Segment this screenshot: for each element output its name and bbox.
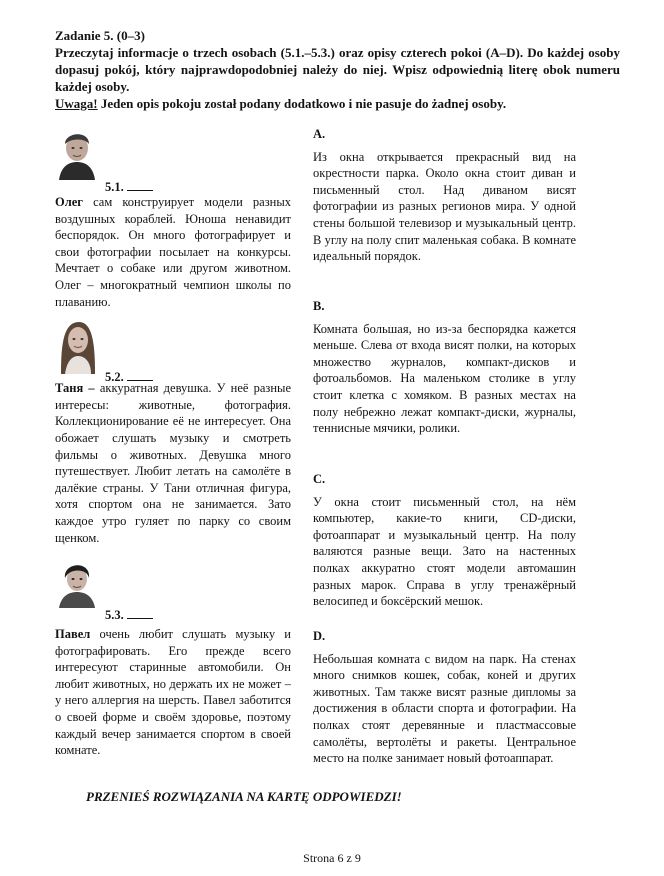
task-instruction: Przeczytaj informacje o trzech osobach (5.1.–5.3.) oraz opisy czterech pokoi (A–D). Do każdej osoby dopasuj pokój, który najprawdopodobniej należy do niej. Wpisz odpowiednią literę obok numeru każdej osoby. [55, 45, 620, 94]
person-name: Таня – [55, 381, 95, 396]
room-text: Из окна открывается прекрасный вид на окрестности парка. Около окна стоит диван и письменный стол. Над диваном висят фотографии из разных регионов мира. У одной стены большой телевизор и музыкальный центр. В углу на полу спит маленькая собака. В комнате идеальный порядок. [313, 149, 576, 264]
person-text: очень любит слушать музыку и фотографировать. Его прежде всего интересуют старинные автомобили. Он любит животных, но держать их не может – у него аллергия на шерсть. Павел заботится о своей форме и своём здоровье, поэтому каждый вечер занимается спортом в своей комнате. [55, 627, 291, 758]
person-number-row [105, 606, 153, 624]
person-number: 5.1. [105, 180, 124, 194]
person-number-row [105, 368, 153, 386]
answer-blank-5-3[interactable] [127, 606, 153, 619]
person-name: Олег [55, 195, 83, 209]
room-text: Небольшая комната с видом на парк. На стенах много снимков кошек, собак, коней и других животных. Там также висят разные дипломы за достижения в области спорта и фотографии. На полках стоят деревянные и пластмассовые самолёты, вертолёты и ракеты. Центральное место на полке занимает новый фотоаппарат. [313, 651, 576, 766]
room-d [313, 628, 576, 767]
room-a [313, 126, 576, 265]
room-c [313, 471, 576, 610]
room-letter: B. [313, 299, 325, 313]
person-text: аккуратная девушка. У неё разные интересы: животные, фотография. Коллекционирование её не интересует. Она обожает слушать музыку и смотреть фильмы о животных. Девушка много путешествует. Любит летать на самолёте в далёкие страны. У Тани отличная фигура, хотя спортом она не занимается. Зато каждое утро гуляет по парку со своим щенком. [55, 381, 291, 545]
person-text: сам конструирует модели разных воздушных кораблей. Юноша ненавидит беспорядок. Он много фотографирует и свои фотографии посылает на конкурсы. Мечтает о собаке или другом животном. Олег – многократный чемпион школы по плаванию. [55, 195, 291, 309]
room-text: У окна стоит письменный стол, на нём компьютер, какие-то книги, CD-диски, фотоаппарат и музыкальный центр. На полу валяются разные вещи. Зато на настенных полках аккуратно стоят модели автомашин разных марок. Справа в углу тренажёрный велосипед и боксёрский мешок. [313, 494, 576, 609]
person-photo-pavel [55, 558, 99, 612]
person-description [55, 194, 291, 310]
person-description [55, 380, 291, 546]
room-text: Комната большая, но из-за беспорядка кажется меньше. Слева от входа висят полки, на которых множество журналов, компакт-дисков и фотоальбомов. На маленьком столике в углу стоит клетка с хомяком. В разных местах на полу небрежно лежат компакт-диски, журналы, теннисные мячики, ролики. [313, 321, 576, 436]
person-number-row [105, 178, 153, 196]
person-description [55, 626, 291, 759]
room-letter: A. [313, 127, 326, 141]
warning-label: Uwaga! [55, 96, 98, 111]
person-photo-tanya [55, 316, 99, 370]
room-b [313, 298, 576, 437]
task-header [55, 27, 620, 112]
warning-text: Jeden opis pokoju został podany dodatkowo i nie pasuje do żadnej osoby. [97, 96, 507, 111]
page-number: Strona 6 z 9 [303, 851, 361, 865]
person-item [55, 558, 291, 759]
task-title: Zadanie 5. (0–3) [55, 28, 145, 43]
persons-column [55, 126, 291, 759]
answer-blank-5-1[interactable] [127, 178, 153, 191]
person-photo-oleg [55, 126, 99, 180]
answer-blank-5-2[interactable] [127, 368, 153, 381]
person-number: 5.2. [105, 370, 124, 385]
person-number: 5.3. [105, 608, 124, 623]
person-name: Павел [55, 627, 91, 642]
room-letter: C. [313, 472, 326, 486]
room-letter: D. [313, 629, 326, 643]
person-item [55, 316, 291, 546]
task-warning [55, 95, 620, 112]
transfer-answers-note: PRZENIEŚ ROZWIĄZANIA NA KARTĘ ODPOWIEDZI! [86, 789, 402, 804]
person-item [55, 126, 291, 310]
